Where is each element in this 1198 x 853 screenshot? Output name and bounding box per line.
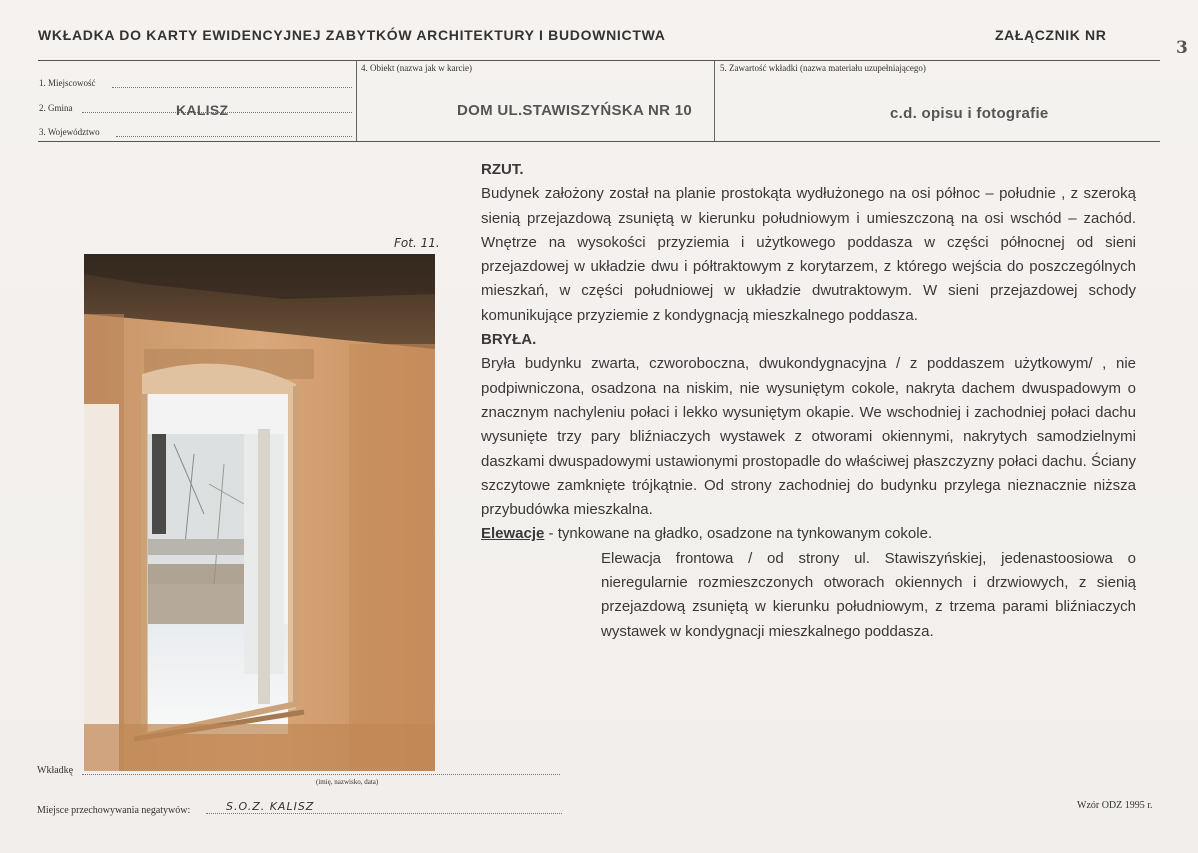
page-number: 3 bbox=[1176, 38, 1188, 58]
attachment-label: ZAŁĄCZNIK NR bbox=[995, 27, 1107, 43]
wojewodztwo-dots bbox=[116, 136, 352, 137]
obiekt-label: 4. Obiekt (nazwa jak w karcie) bbox=[361, 63, 472, 73]
field-divider-1 bbox=[356, 60, 357, 141]
wzor-label: Wzór ODZ 1995 r. bbox=[1077, 800, 1153, 811]
obiekt-value: DOM UL.STAWISZYŃSKA NR 10 bbox=[457, 102, 693, 119]
gmina-value: KALISZ bbox=[176, 102, 229, 118]
miejscowosc-dots bbox=[112, 87, 352, 88]
field-block-top-rule bbox=[38, 60, 1160, 61]
photo-caption: Fot. 11. bbox=[394, 236, 440, 250]
miejscowosc-label: 1. Miejscowość bbox=[39, 78, 96, 88]
imie-nazwisko-label: (imię, nazwisko, data) bbox=[316, 778, 379, 786]
description-text bbox=[481, 158, 1136, 644]
elewacje-paragraph bbox=[481, 522, 1136, 546]
interior-window-photo bbox=[84, 254, 435, 771]
field-block-bottom-rule bbox=[38, 141, 1160, 142]
miejsce-label: Miejsce przechowywania negatywów: bbox=[37, 805, 191, 816]
wojewodztwo-label: 3. Województwo bbox=[39, 127, 100, 137]
miejsce-value: S.O.Z. KALISZ bbox=[226, 800, 315, 813]
miejsce-dots bbox=[206, 813, 562, 814]
bryla-paragraph: Bryła budynku zwarta, czworoboczna, dwukondygnacyjna / z poddaszem użytkowym/ , nie podpiwniczona, osadzona na niskim, nie wysuniętym cokole, nakryta dachem dwuspadowym o znacznym nachyleniu połaci i lekko wysuniętym okapie. We wschodniej i zachodniej połaci dachu wysunięte trzy pary bliźniaczych wystawek z otworami okiennymi, nakrytych samodzielnymi daszkami dwuspadowymi ustawionymi prostopadle do właściwej płaszczyzny połaci dachu. Ściany szczytowe zamknięte trójkątnie. Od strony zachodniej do budynku przylega nieznacznie niższa przybudówka mieszkalna. bbox=[481, 355, 1136, 519]
rzut-paragraph: Budynek założony został na planie prostokąta wydłużonego na osi północ – południe , z szeroką sienią przejazdową zsuniętą w kierunku południowym i umieszczoną na osi wschód – zachód. Wnętrze na wysokości przyziemia i użytkowego poddasza w części północnej od sieni przejazdowej w układzie dwu i półtraktowym z korytarzem, z którego wejścia do poszczególnych mieszkań, w części południowej w układzie dwutraktowym. W sieni przejazdowej schody komunikujące przyziemie z kondygnacją mieszkalnego poddasza. bbox=[481, 185, 1136, 324]
zawartosc-label: 5. Zawartość wkładki (nazwa materiału uzupełniającego) bbox=[720, 63, 926, 73]
gmina-label: 2. Gmina bbox=[39, 103, 73, 113]
wkladke-label: Wkładkę bbox=[37, 765, 74, 776]
elewacje-text: - tynkowane na gładko, osadzone na tynkowanym cokole. bbox=[544, 525, 933, 543]
rzut-heading: RZUT. bbox=[481, 161, 524, 178]
elewacja-frontowa-paragraph: Elewacja frontowa / od strony ul. Stawiszyńskiej, jedenastoosiowa o nieregularnie rozmieszczonych otworach okiennych i drzwiowych, z sienią przejazdową zsuniętą w kierunku południowym, z trzema parami bliźniaczych wystawek w kondygnacji mieszkalnego poddasza. bbox=[601, 549, 1136, 640]
document-title: WKŁADKA DO KARTY EWIDENCYJNEJ ZABYTKÓW ARCHITEKTURY I BUDOWNICTWA bbox=[38, 27, 666, 43]
elewacje-heading: Elewacje bbox=[481, 525, 545, 543]
field-divider-2 bbox=[714, 60, 715, 141]
bryla-heading: BRYŁA. bbox=[481, 331, 537, 349]
zawartosc-value: c.d. opisu i fotografie bbox=[890, 105, 1049, 122]
wkladke-dots bbox=[82, 774, 560, 775]
